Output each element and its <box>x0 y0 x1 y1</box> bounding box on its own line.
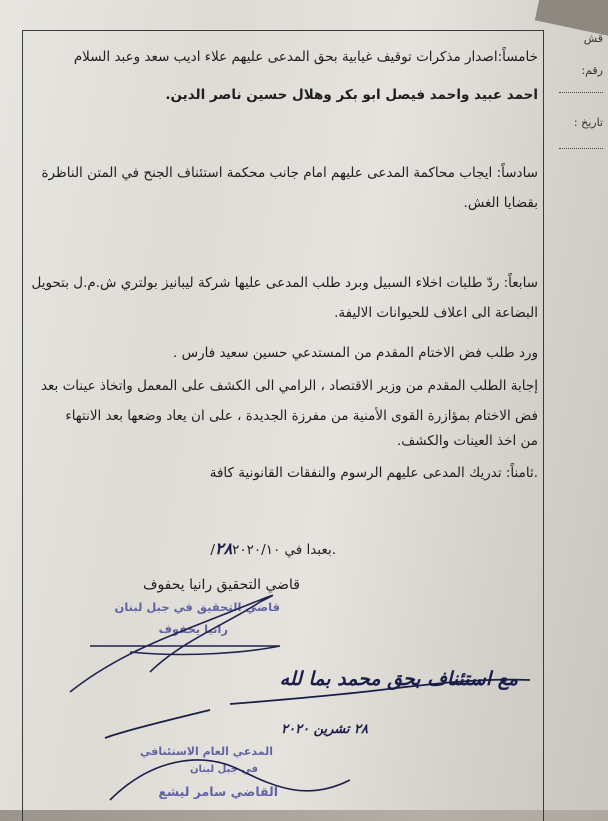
prosecutor-handwritten-note: مع استئناف بحق محمد بما لله <box>279 668 518 690</box>
approval-line1: إجابة الطلب المقدم من وزير الاقتصاد ، الرامي الى الكشف على المعمل واتخاذ عينات بعد <box>40 378 538 394</box>
prosecutor-stamp-line1: المدعي العام الاستئنافي <box>140 745 273 758</box>
clause-sixth-line2: بقضايا الغش. <box>463 195 538 211</box>
clause-fifth-line1: خامساً:اصدار مذكرات توقيف غيابية بحق المدعى عليهم علاء اديب سعد وعبد السلام <box>73 49 538 65</box>
side-number-line <box>559 92 603 93</box>
date-line <box>210 536 336 563</box>
clause-seventh-line1: سابعاً: ردّ طلبات اخلاء السبيل وبرد طلب المدعى عليها شركة ليبانيز بولتري ش.م.ل بتحويل <box>31 275 538 291</box>
judge-stamp-line1: قاضي التحقيق في جبل لبنان <box>114 600 280 614</box>
approval-line3: من اخذ العينات والكشف. <box>396 433 538 449</box>
clause-sixth-line1: سادساً: ايجاب محاكمة المدعى عليهم امام جانب محكمة استئناف الجنح في المتن الناظرة <box>41 165 538 181</box>
prosecutor-stamp-line2: في جبل لبنان <box>189 764 258 775</box>
side-number-label: رقم: <box>581 64 603 77</box>
judge-title: قاضي التحقيق رانيا يحفوف <box>142 577 300 593</box>
side-date-label: تاريخ : <box>573 116 603 129</box>
judge-stamp-line2: رانيا يحفوف <box>158 622 228 636</box>
side-date-line <box>559 148 603 149</box>
prosecutor-stamp-line3: القاضي سامر ليشع <box>158 784 278 799</box>
approval-line2: فض الاختام بمؤازرة القوى الأمنية من مفرزة الجديدة ، على ان يعاد وضعها بعد الانتهاء <box>65 408 538 424</box>
date-rest: ٢٠٢٠/١٠/ <box>210 542 281 558</box>
prosecutor-signature-scribble <box>100 660 560 740</box>
seal-request-line: ورد طلب فض الاختام المقدم من المستدعي حسين سعيد فارس . <box>173 345 538 361</box>
stamp-signature-scribble <box>90 740 390 810</box>
side-margin <box>555 20 608 180</box>
side-header: قش <box>583 32 603 45</box>
clause-seventh-line2: البضاعة الى اعلاف للحيوانات الاليفة. <box>334 305 538 321</box>
date-day-handwritten: ٢٨ <box>214 539 233 558</box>
date-prefix: .بعبدا في <box>284 542 336 558</box>
clause-eighth: .ثامناً: تدريك المدعى عليهم الرسوم والنفقات القانونية كافة <box>209 465 538 481</box>
prosecutor-handwritten-date: ٢٨ تشرين ٢٠٢٠ <box>281 722 368 737</box>
clause-fifth-line2: احمد عبيد واحمد فيصل ابو بكر وهلال حسين ناصر الدين. <box>165 87 538 103</box>
